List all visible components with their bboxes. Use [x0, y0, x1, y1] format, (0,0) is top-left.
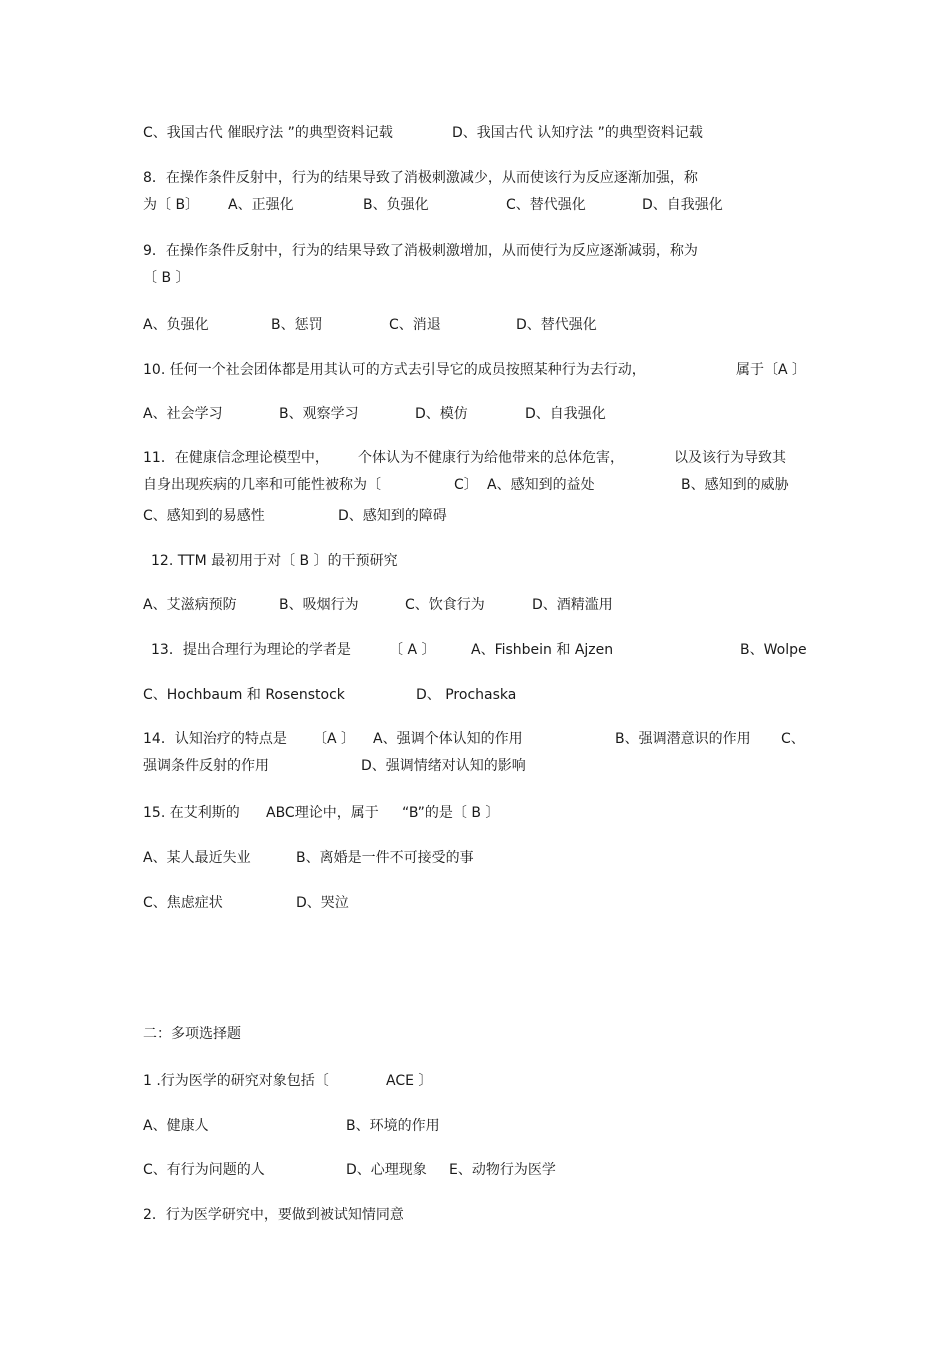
q14-option-b: B、强调潜意识的作用 — [615, 731, 751, 747]
q9-stem: 9．在操作条件反射中，行为的结果导致了消极刺激增加，从而使行为反应逐渐减弱，称为 — [143, 243, 698, 259]
q15-option-a: A、某人最近失业 — [143, 850, 251, 866]
q9-option-c: C、消退 — [389, 317, 441, 333]
q14-option-c-label: C、 — [781, 731, 805, 747]
q12-option-a: A、艾滋病预防 — [143, 597, 237, 613]
q14-option-c-text: 强调条件反射的作用 — [143, 758, 269, 774]
q11-stem-part1: 11．在健康信念理论模型中， — [143, 450, 329, 466]
q13-answer: 〔 A 〕 — [389, 642, 436, 658]
q8-stem: 8．在操作条件反射中，行为的结果导致了消极刺激减少，从而使该行为反应逐渐加强，称 — [143, 170, 698, 186]
q12-option-d: D、酒精滥用 — [532, 597, 613, 613]
q11-option-b: B、感知到的威胁 — [681, 477, 789, 493]
q10-option-b: B、观察学习 — [279, 406, 359, 422]
q15-option-b: B、离婚是一件不可接受的事 — [296, 850, 474, 866]
q14-stem: 14．认知治疗的特点是 — [143, 731, 287, 747]
q10-option-c: D、模仿 — [415, 406, 468, 422]
q8-option-c: C、替代强化 — [506, 197, 586, 213]
q12-stem: 12. TTM 最初用于对〔 B 〕的干预研究 — [151, 553, 398, 569]
q15-answer: “B”的是〔 B 〕 — [402, 805, 500, 821]
q14-option-d: D、强调情绪对认知的影响 — [361, 758, 526, 774]
q13-stem: 13．提出合理行为理论的学者是 — [151, 642, 351, 658]
q15-option-d: D、哭泣 — [296, 895, 349, 911]
q7-option-c: C、我国古代 催眠疗法 ”的典型资料记载 — [143, 125, 393, 141]
q14-option-a: A、强调个体认知的作用 — [373, 731, 523, 747]
q9-answer: 〔 B 〕 — [143, 270, 190, 286]
q8-answer: 为〔 B〕 — [143, 197, 200, 213]
mq1-option-b: B、环境的作用 — [346, 1118, 440, 1134]
mq1-option-a: A、健康人 — [143, 1118, 209, 1134]
q10-option-a: A、社会学习 — [143, 406, 223, 422]
q11-stem-part4: 自身出现疾病的几率和可能性被称为〔 — [143, 477, 381, 493]
q10-option-d: D、自我强化 — [525, 406, 606, 422]
mq1-option-d: D、心理现象 — [346, 1162, 427, 1178]
mq1-stem: 1 .行为医学的研究对象包括〔 — [143, 1073, 329, 1089]
q8-option-d: D、自我强化 — [642, 197, 723, 213]
q15-stem-part2: ABC理论中，属于 — [266, 805, 379, 821]
q11-stem-part2: 个体认为不健康行为给他带来的总体危害， — [358, 450, 624, 466]
q10-answer: 属于〔A 〕 — [736, 362, 807, 378]
mq1-answer: ACE 〕 — [386, 1073, 433, 1089]
q13-option-b: B、Wolpe — [740, 642, 807, 658]
section-heading: 二：多项选择题 — [143, 1026, 241, 1042]
q11-option-a: A、感知到的益处 — [487, 477, 595, 493]
q13-option-c: C、Hochbaum 和 Rosenstock — [143, 687, 345, 703]
q11-option-d: D、感知到的障碍 — [338, 508, 447, 524]
mq2-stem: 2．行为医学研究中，要做到被试知情同意 — [143, 1207, 404, 1223]
q11-option-c: C、感知到的易感性 — [143, 508, 265, 524]
q9-option-a: A、负强化 — [143, 317, 209, 333]
mq1-option-e: E、动物行为医学 — [449, 1162, 556, 1178]
q11-answer: C〕 — [454, 477, 478, 493]
q10-stem: 10. 任何一个社会团体都是用其认可的方式去引导它的成员按照某种行为去行动， — [143, 362, 646, 378]
q11-stem-part3: 以及该行为导致其 — [674, 450, 786, 466]
q8-option-b: B、负强化 — [363, 197, 429, 213]
q13-option-a: A、Fishbein 和 Ajzen — [471, 642, 614, 658]
q8-option-a: A、正强化 — [228, 197, 294, 213]
q14-answer: 〔A 〕 — [313, 731, 356, 747]
q12-option-b: B、吸烟行为 — [279, 597, 359, 613]
q12-option-c: C、饮食行为 — [405, 597, 485, 613]
q7-option-d: D、我国古代 认知疗法 ”的典型资料记载 — [452, 125, 703, 141]
q9-option-d: D、替代强化 — [516, 317, 597, 333]
q9-option-b: B、惩罚 — [271, 317, 323, 333]
q15-option-c: C、焦虑症状 — [143, 895, 223, 911]
q15-stem-part1: 15. 在艾利斯的 — [143, 805, 240, 821]
q13-option-d: D、 Prochaska — [416, 687, 517, 703]
mq1-option-c: C、有行为问题的人 — [143, 1162, 265, 1178]
